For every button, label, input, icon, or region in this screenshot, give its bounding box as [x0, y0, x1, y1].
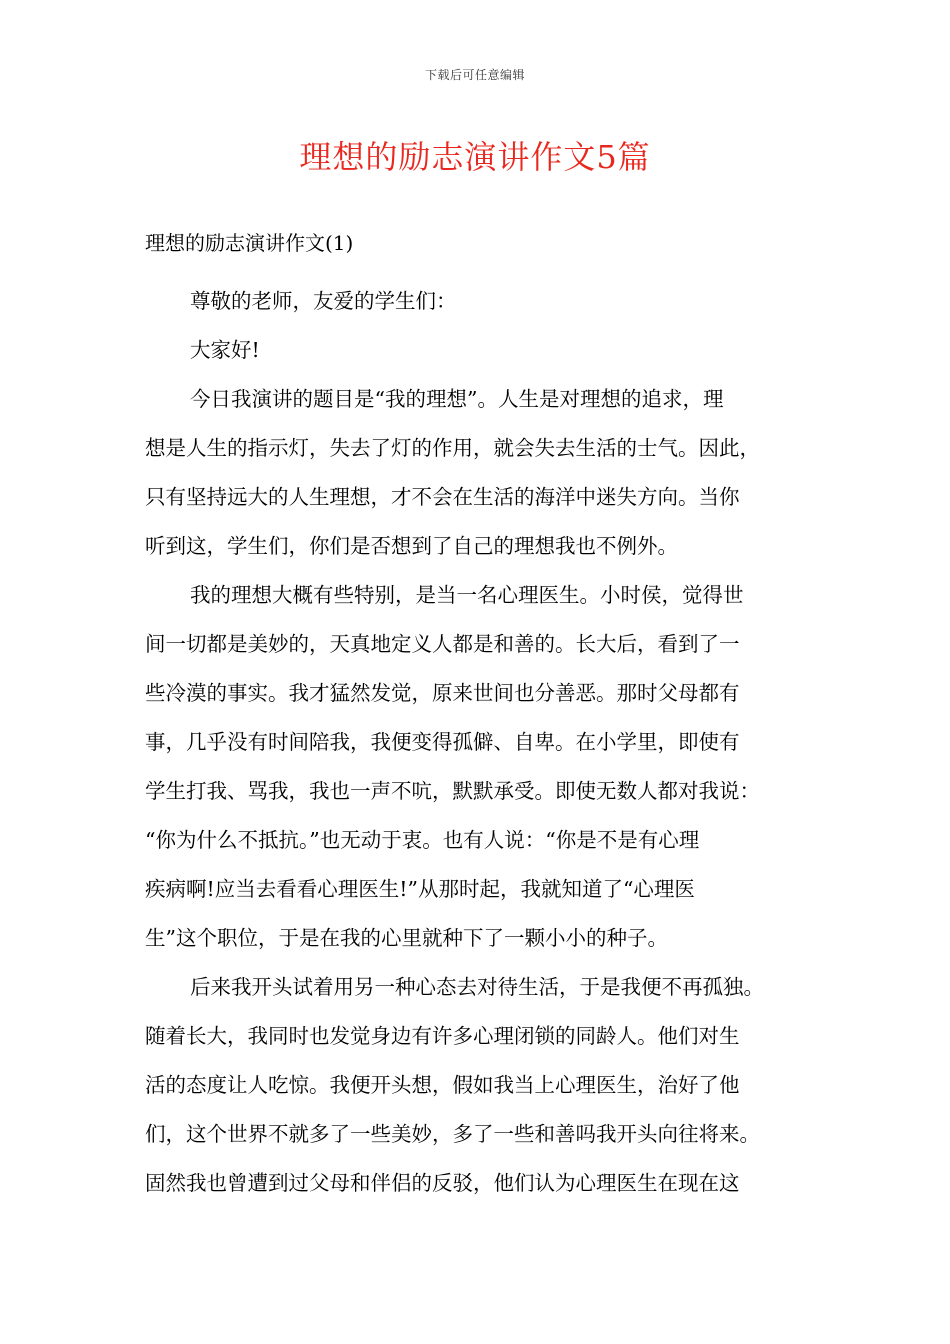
paragraph-line: 们，这个世界不就多了一些美妙，多了一些和善吗我开头向往将来。 — [145, 1122, 760, 1146]
document-title: 理想的励志演讲作文5篇 — [299, 138, 651, 176]
section-heading: 理想的励志演讲作文(1) — [145, 231, 354, 255]
paragraph-line: 想是人生的指示灯，失去了灯的作用，就会失去生活的士气。因此， — [145, 436, 760, 460]
paragraph-line: 尊敬的老师，友爱的学生们： — [190, 289, 457, 313]
paragraph-line: 大家好! — [190, 338, 260, 362]
paragraph-line: 活的态度让人吃惊。我便开头想，假如我当上心理医生，治好了他 — [145, 1073, 740, 1097]
paragraph-line: 今日我演讲的题目是“我的理想”。人生是对理想的追求，理 — [190, 387, 724, 411]
paragraph-line: 疾病啊!应当去看看心理医生!”从那时起，我就知道了“心理医 — [145, 877, 695, 901]
paragraph-line: 些冷漠的事实。我才猛然发觉，原来世间也分善恶。那时父母都有 — [145, 681, 740, 705]
header-note: 下载后可任意编辑 — [424, 68, 525, 82]
paragraph-line: 生”这个职位，于是在我的心里就种下了一颗小小的种子。 — [145, 926, 668, 950]
paragraph-line: 我的理想大概有些特别，是当一名心理医生。小时侯，觉得世 — [190, 583, 744, 607]
paragraph-line: “你为什么不抵抗。”也无动于衷。也有人说：“你是不是有心理 — [145, 828, 700, 852]
paragraph-line: 只有坚持远大的人生理想，才不会在生活的海洋中迷失方向。当你 — [145, 485, 740, 509]
paragraph-line: 随着长大，我同时也发觉身边有许多心理闭锁的同龄人。他们对生 — [145, 1024, 740, 1048]
paragraph-line: 学生打我、骂我，我也一声不吭，默默承受。即使无数人都对我说： — [145, 779, 760, 803]
paragraph-line: 固然我也曾遭到过父母和伴侣的反驳，他们认为心理医生在现在这 — [145, 1171, 740, 1195]
paragraph-line: 间一切都是美妙的，天真地定义人都是和善的。长大后，看到了一 — [145, 632, 740, 656]
paragraph-line: 事，几乎没有时间陪我，我便变得孤僻、自卑。在小学里，即使有 — [145, 730, 740, 754]
document-body — [145, 277, 810, 1208]
paragraph-line: 后来我开头试着用另一种心态去对待生活，于是我便不再孤独。 — [190, 975, 764, 999]
paragraph-line: 听到这，学生们，你们是否想到了自己的理想我也不例外。 — [145, 534, 678, 558]
